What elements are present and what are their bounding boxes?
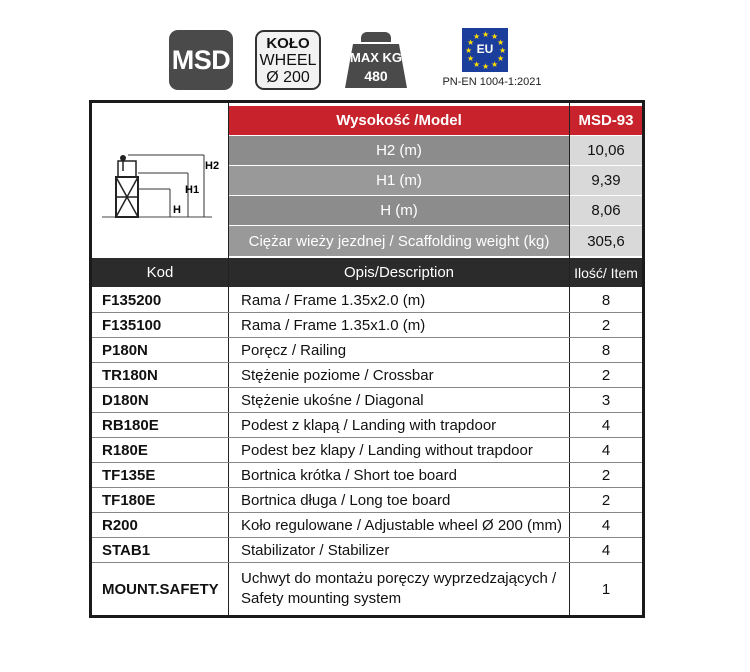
part-code: RB180E [102, 417, 159, 434]
part-code: STAB1 [102, 542, 151, 559]
part-qty: 8 [601, 342, 611, 359]
part-description: Uchwyt do montażu poręczy wyprzedzających / Safety mounting system [241, 570, 557, 607]
part-code: D180N [102, 392, 149, 409]
parts-header-code: Kod [92, 258, 228, 287]
part-description: Poręcz / Railing [241, 342, 347, 359]
scaffold-tower-icon [92, 103, 228, 258]
part-code: TR180N [102, 367, 158, 384]
spec-row-label: H1 (m) [229, 166, 569, 195]
spec-row-label: H (m) [229, 196, 569, 225]
spec-row-label: Ciężar wieży jezdnej / Scaffolding weight (kg) [229, 226, 569, 256]
weight-badge [343, 28, 409, 90]
part-code: MOUNT.SAFETY [102, 580, 219, 598]
part-qty: 3 [601, 392, 611, 409]
part-qty: 2 [601, 317, 611, 334]
spec-row-value: 9,39 [570, 166, 642, 195]
part-qty: 4 [601, 517, 611, 534]
part-qty: 4 [601, 442, 611, 459]
part-description: Stężenie ukośne / Diagonal [241, 392, 424, 409]
weight-badge-line1: MAX KG [350, 50, 402, 65]
diagram-label-h: H [173, 204, 181, 216]
msd-badge [169, 30, 233, 90]
part-description: Stabilizator / Stabilizer [241, 542, 390, 559]
spec-row-value: 305,6 [570, 226, 642, 256]
part-description: Koło regulowane / Adjustable wheel Ø 200 (mm) [241, 517, 563, 534]
part-qty: 2 [601, 367, 611, 384]
msd-badge-label: MSD [171, 44, 231, 75]
part-description: Rama / Frame 1.35x2.0 (m) [241, 292, 426, 309]
diagram-label-h2: H2 [205, 160, 220, 172]
part-description: Stężenie poziome / Crossbar [241, 367, 434, 384]
part-qty: 8 [601, 292, 611, 309]
wheel-badge-line3: Ø 200 [266, 68, 310, 86]
part-qty: 2 [601, 467, 611, 484]
part-code: F135200 [102, 292, 162, 309]
part-code: R200 [102, 517, 138, 534]
spec-row-label: H2 (m) [229, 136, 569, 165]
part-code: TF180E [102, 492, 156, 509]
part-qty: 2 [601, 492, 611, 509]
wheel-badge [255, 30, 321, 90]
part-qty: 1 [601, 580, 611, 598]
eu-flag-label: EU [476, 42, 494, 56]
part-qty: 4 [601, 542, 611, 559]
wheel-badge-line1: KOŁO [266, 34, 310, 52]
part-description: Bortnica długa / Long toe board [241, 492, 451, 509]
parts-header-description: Opis/Description [229, 258, 569, 287]
part-description: Podest bez klapy / Landing without trapdoor [241, 442, 533, 459]
wheel-badge-line2: WHEEL [259, 51, 317, 69]
part-code: TF135E [102, 467, 156, 484]
spec-model: MSD-93 [570, 106, 642, 135]
part-qty: 4 [601, 417, 611, 434]
scaffold-diagram [92, 103, 228, 258]
spec-table [89, 100, 645, 618]
norm-label: PN-EN 1004-1:2021 [442, 76, 542, 88]
eu-flag-icon: ★ ★ ★ ★ ★ ★ ★ ★ ★ ★ ★ ★ EU [462, 28, 508, 72]
part-description: Bortnica krótka / Short toe board [241, 467, 457, 484]
weight-badge-line2: 480 [364, 68, 388, 84]
spec-header-label: Wysokość /Model [229, 106, 569, 135]
part-description: Rama / Frame 1.35x1.0 (m) [241, 317, 426, 334]
spec-row-value: 8,06 [570, 196, 642, 225]
part-description: Podest z klapą / Landing with trapdoor [241, 417, 497, 434]
spec-row-value: 10,06 [570, 136, 642, 165]
part-code: F135100 [102, 317, 162, 334]
part-code: P180N [102, 342, 148, 359]
part-code: R180E [102, 442, 148, 459]
diagram-label-h1: H1 [185, 184, 200, 196]
parts-header-qty: Ilość/ Item [570, 258, 642, 287]
